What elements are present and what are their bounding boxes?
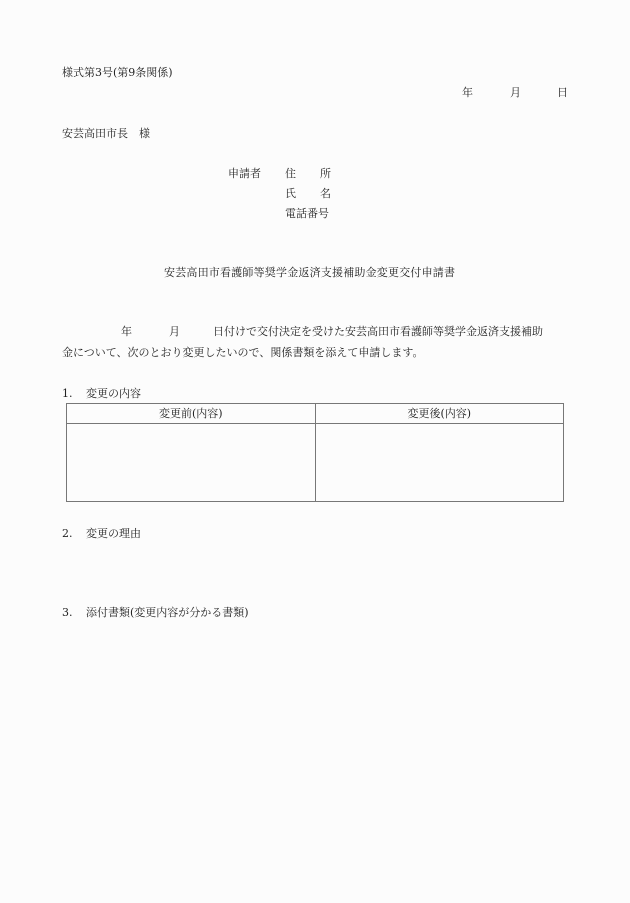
section-number: 1. [62, 387, 73, 400]
phone-label: 電話番号 [285, 207, 329, 220]
section-number: 3. [62, 606, 73, 619]
body-line1-text: 日付けで交付決定を受けた安芸高田市看護師等奨学金返済支援補助 [213, 325, 543, 338]
header-before-change: 変更前(内容) [67, 404, 316, 424]
date-day-label: 日 [557, 86, 568, 99]
header-after-change: 変更後(内容) [315, 404, 564, 424]
section-title: 変更の内容 [86, 387, 141, 400]
body-month-label: 月 [169, 325, 180, 338]
after-change-cell[interactable] [315, 424, 564, 502]
name-label-part1: 氏 [285, 187, 296, 200]
date-month-label: 月 [510, 86, 521, 99]
address-label-part2: 所 [320, 167, 331, 180]
table-row [67, 424, 564, 502]
address-label-part1: 住 [285, 167, 296, 180]
table-header-row [67, 404, 564, 424]
addressee: 安芸高田市長 様 [62, 127, 150, 140]
applicant-label: 申請者 [228, 167, 261, 180]
form-number: 様式第3号(第9条関係) [62, 66, 173, 79]
date-year-label: 年 [462, 86, 473, 99]
section-title: 添付書類(変更内容が分かる書類) [86, 606, 249, 619]
section-number: 2. [62, 527, 73, 540]
document-title: 安芸高田市看護師等奨学金返済支援補助金変更交付申請書 [164, 266, 456, 279]
body-line2-text: 金について、次のとおり変更したいので、関係書類を添えて申請します。 [62, 346, 424, 359]
change-content-table [66, 403, 564, 502]
name-label-part2: 名 [320, 187, 331, 200]
body-year-label: 年 [121, 325, 132, 338]
before-change-cell[interactable] [67, 424, 316, 502]
section-title: 変更の理由 [86, 527, 141, 540]
